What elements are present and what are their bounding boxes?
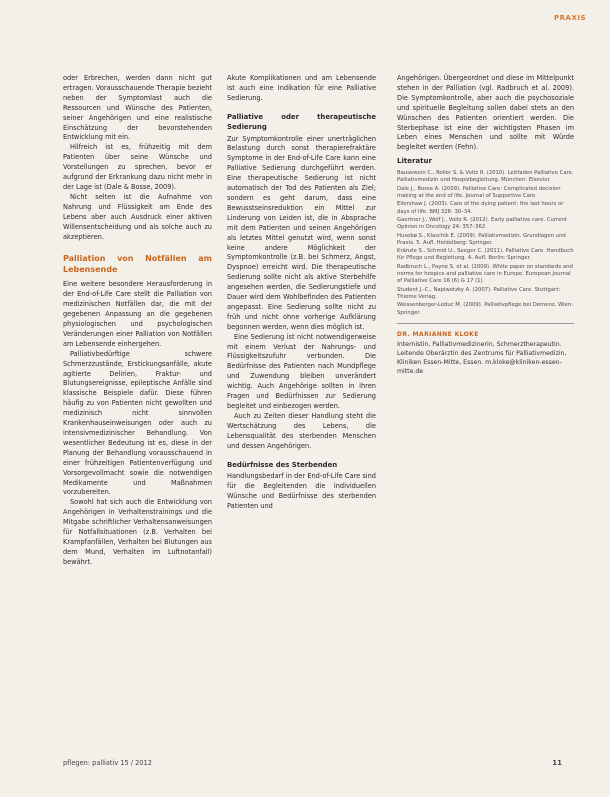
reference-item: Weissenberger-Leduc M. (2009). Palliativpflege bei Demenz. Wien: Springer. bbox=[397, 302, 574, 316]
reference-item: Husebø S., Klaschik E. (2009). Palliativmedizin. Grundlagen und Praxis. 5. Aufl. Heidelberg: Springer. bbox=[397, 232, 566, 246]
reference-item: Student J.-C., Napiwotzky A. (2007). Palliative Care. Stuttgart: Thieme Verlag. bbox=[397, 286, 561, 300]
col1-paragraph: Hilfreich ist es, frühzeitig mit dem Patienten über seine Wünsche und Vorstellungen zu sprechen, bevor er aufgrund der Erkrankung dazu nicht mehr in der Lage ist (Dale & Bosse, 2009). bbox=[63, 143, 212, 191]
reference-item: Gaertner J., Wolf J., Voltz R. (2012). Early palliative care. Current Opinion in Oncology 24: 357–362. bbox=[397, 216, 567, 231]
column-2 bbox=[227, 74, 376, 512]
reference-item: Bausewein C., Roller S. & Voltz R. (2010). Leitfaden Palliative Care. Palliativmedizin und Hospizbegleitung. München: Elsevier. bbox=[397, 170, 574, 184]
reference-item: Ellershaw J. (2003). Care of the dying patient: the last hours or days of life. BMJ 326: 30–34. bbox=[397, 201, 564, 215]
section-tag: PRAXIS bbox=[554, 14, 586, 22]
column-1 bbox=[63, 74, 212, 568]
subsection-title: Palliative oder therapeutische Sedierung bbox=[227, 112, 376, 131]
col2-intro: Akute Komplikationen und am Lebensende ist auch eine Indikation für eine Palliative Sedierung. bbox=[227, 74, 376, 102]
col1-paragraph: Nicht selten ist die Aufnahme von Nahrung und Flüssigkeit am Ende des Lebens aber auch Ausdruck einer aktiven Willensentscheidung und als solche auch zu akzeptieren. bbox=[63, 192, 212, 241]
divider bbox=[397, 323, 574, 324]
reference-item: Kränzle S., Schmid U., Seeger C. (2011). Palliative Care. Handbuch für Pflege und Begleitung. 4. Aufl. Berlin: Springer. bbox=[397, 248, 574, 262]
col3-paragraph: Angehörigen. Übergeordnet und diese im Mittelpunkt stehen in der Palliation (vgl. Radbruch et al. 2009). Die Symptomkontrolle, aber auch die psychosoziale und spirituelle Begleitung sollen dabei stets an den Wünschen des Patienten orientiert werden. Die Sterbephase ist eine der wichtigsten Phasen im Leben eines Menschen und sollte mit Würde begleitet werden (Fehn). bbox=[397, 74, 574, 152]
col2-paragraph: Eine Sedierung ist nicht notwendigerweise mit einem Verlust der Nahrungs- und Flüssigkeitszufuhr verbunden. Die Bedürfnisse des Patienten nach Mundpflege und Zuwendung bleiben unverändert wichtig. Auch Angehörige sollten in ihren Fragen und Bedürfnissen zur Sedierung begleitet und einbezogen werden. bbox=[227, 332, 376, 410]
section-title: Palliation von Notfällen am Lebensende bbox=[63, 254, 212, 274]
publication-footer: pflegen: palliativ 15 / 2012 bbox=[63, 759, 152, 767]
col2-paragraph: Handlungsbedarf in der End-of-Life Care sind für die Begleitenden die individuellen Wünsche und Bedürfnisse des sterbenden Patienten und bbox=[227, 472, 376, 511]
col1-paragraph: Sowohl hat sich auch die Entwicklung von Angehörigen in Verhaltenstrainings und die Mitgabe schriftlicher Verhaltensanweisungen für Notfallsituationen (z.B. Verhalten bei Krampfanfällen, Verhalten bei Blutungen aus dem Mund, Verhalten im Luftnotanfall) bewährt. bbox=[63, 498, 212, 566]
col1-paragraph: oder Erbrechen, werden dann nicht gut ertragen. Vorausschauende Therapie bezieht neben der Symptomlast auch die Ressourcen und Wünsche des Patienten, seiner Angehörigen und eine realistische Einschätzung der bevorstehenden Entwicklung mit ein. bbox=[63, 74, 212, 142]
page-number: 11 bbox=[552, 759, 562, 767]
reference-item: Radbruch L., Payne S. et al. (2009). White paper on standards and norms for hospice and palliative care in Europe. European Journal of Palliative Care 16 (6) & 17 (1). bbox=[397, 263, 573, 285]
col2-paragraph: Auch zu Zeiten dieser Handlung steht die Wertschätzung des Lebens, die Lebensqualität des sterbenden Menschen und dessen Angehörigen. bbox=[227, 411, 376, 450]
column-3 bbox=[397, 74, 574, 376]
col1-paragraph: Palliativbedürftige schwere Schmerzzustände, Erstickungsanfälle, akute agitierte Delirien, Fraktur- und Blutungsereignisse, epileptische Anfälle sind klassische Beispiele dafür. Diese führen häufig zu von Patienten nicht gewollten und medizinisch nicht sinnvollen Krankenhauseinweisungen oder auch zu intensivmedizinischer Behandlung. Von wesentlicher Bedeutung ist es, diese in der Planung der Behandlung vorausschauend in einer frühzeitigen Patientenverfügung und Vorsorgevollmacht sowie die notwendigen Medikamente und Maßnahmen vorzubereiten. bbox=[63, 349, 212, 497]
subsection-title: Bedürfnisse des Sterbenden bbox=[227, 460, 338, 469]
author-bio: Internistin, Palliativmedizinerin, Schmerztherapeutin. Leitende Oberärztin des Zentrums für Palliativmedizin, Kliniken Essen-Mitte, Essen. m.kloke@kliniken-essen-mitte.de bbox=[397, 340, 567, 375]
literature-title: Literatur bbox=[397, 157, 432, 166]
col1-paragraph: Eine weitere besondere Herausforderung in der End-of-Life Care stellt die Palliation von medizinischen Notfällen dar, die mit der gegebenen Anpassung an die gegebenen physiologischen und psychologischen Veränderungen einer Palliation von Notfällen am Lebensende einhergehen. bbox=[63, 280, 212, 348]
reference-item: Dale J., Bosse A. (2009). Palliative Care: Complicated decision making at the end of life. Journal of Supportive Care. bbox=[397, 185, 561, 200]
author-name: DR. MARIANNE KLOKE bbox=[397, 330, 479, 338]
col2-paragraph: Zur Symptomkontrolle einer unerträglichen Belastung durch sonst therapierefraktäre Symptome in der End-of-Life Care kann eine Palliative Sedierung durchgeführt werden. Eine therapeutische Sedierung ist nicht automatisch der Tod des Patienten als Ziel; sondern es geht darum, dass eine Bewusstseinsreduktion ein Mittel zur Linderung von Leiden ist, die in Absprache mit dem Patienten und seinen Angehörigen als letztes Mittel genutzt wird, wenn sonst keine andere Möglichkeit der Symptomkontrolle (z.B. bei Schmerz, Angst, Dyspnoe) erreicht wird. Die therapeutische Sedierung sollte nicht als aktive Sterbehilfe angesehen werden, die Sedierungstiefe und Dauer wird dem Wohlbefinden des Patienten angepasst. Eine Sedierung sollte nicht zu früh und nicht ohne vorherige Aufklärung begonnen werden, wenn dies möglich ist. bbox=[227, 134, 376, 331]
